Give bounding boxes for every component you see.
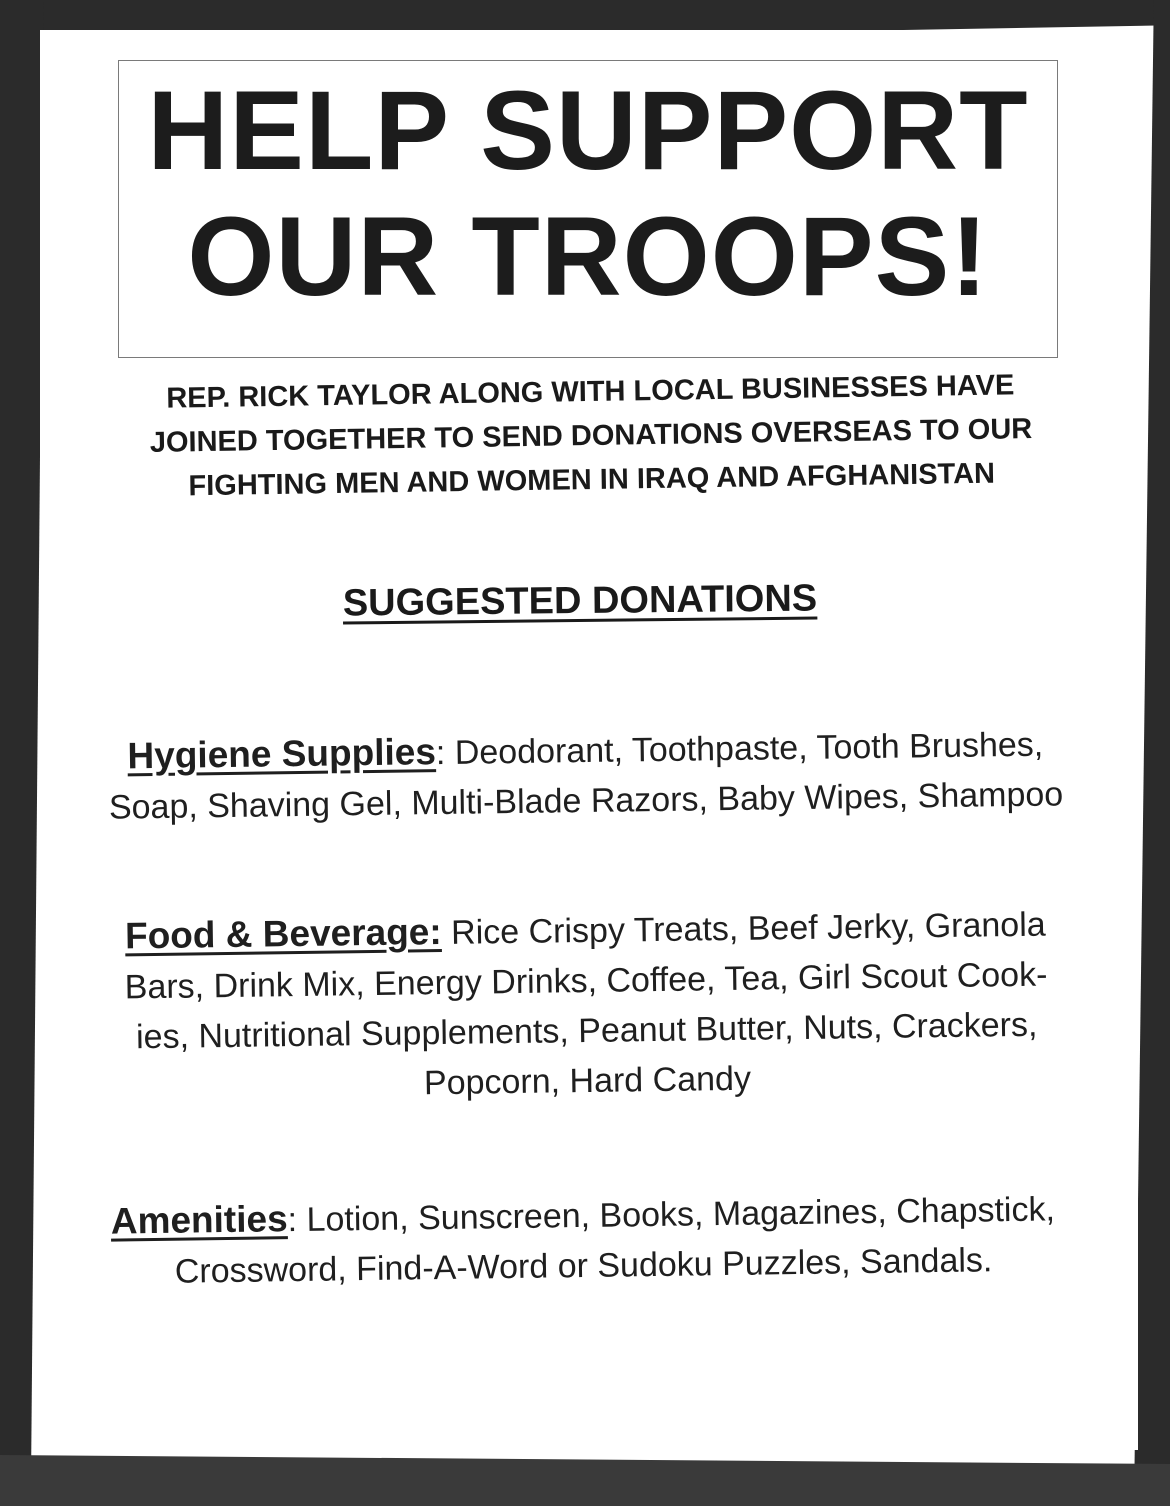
section-line: Rice Crispy Treats, Beef Jerky, Granola [450,905,1046,952]
title-line-1: HELP SUPPORT [147,68,1029,193]
suggested-donations-heading: SUGGESTED DONATIONS [342,577,818,625]
intro-paragraph [60,362,1122,511]
label-separator: : [435,733,456,773]
label-separator: : [287,1200,307,1240]
scan-border-bottom [0,1446,1170,1506]
title-line-2: OUR TROOPS! [187,194,989,319]
section-line: Lotion, Sunscreen, Books, Magazines, Chapstick, [306,1190,1056,1239]
scan-border-right [1134,0,1170,1506]
section-line: Deodorant, Toothpaste, Tooth Brushes, [454,725,1044,772]
section-line: Crossword, Find-A-Word or Sudoku Puzzles, Sandals. [174,1241,993,1291]
amenities-section [35,1182,1131,1298]
section-label: Food & Beverage: [124,911,442,957]
intro-line-1: REP. RICK TAYLOR ALONG WITH LOCAL BUSINESSES HAVE [166,369,1015,415]
title-box [118,60,1058,358]
intro-line-2: JOINED TOGETHER TO SEND DONATIONS OVERSEAS TO OUR [149,413,1033,459]
section-line: Popcorn, Hard Candy [423,1059,752,1103]
section-label: Hygiene Supplies [127,731,437,777]
food-beverage-section [55,898,1118,1114]
label-separator [441,914,451,952]
section-line: Soap, Shaving Gel, Multi-Blade Razors, Baby Wipes, Shampoo [108,775,1064,827]
hygiene-supplies-section [40,717,1131,833]
section-line: ies, Nutritional Supplements, Peanut Butter, Nuts, Crackers, [135,1005,1038,1057]
intro-line-3: FIGHTING MEN AND WOMEN IN IRAQ AND AFGHANISTAN [188,457,996,503]
section-line: Bars, Drink Mix, Energy Drinks, Coffee, Tea, Girl Scout Cook- [124,955,1048,1007]
section-label: Amenities [110,1198,288,1242]
